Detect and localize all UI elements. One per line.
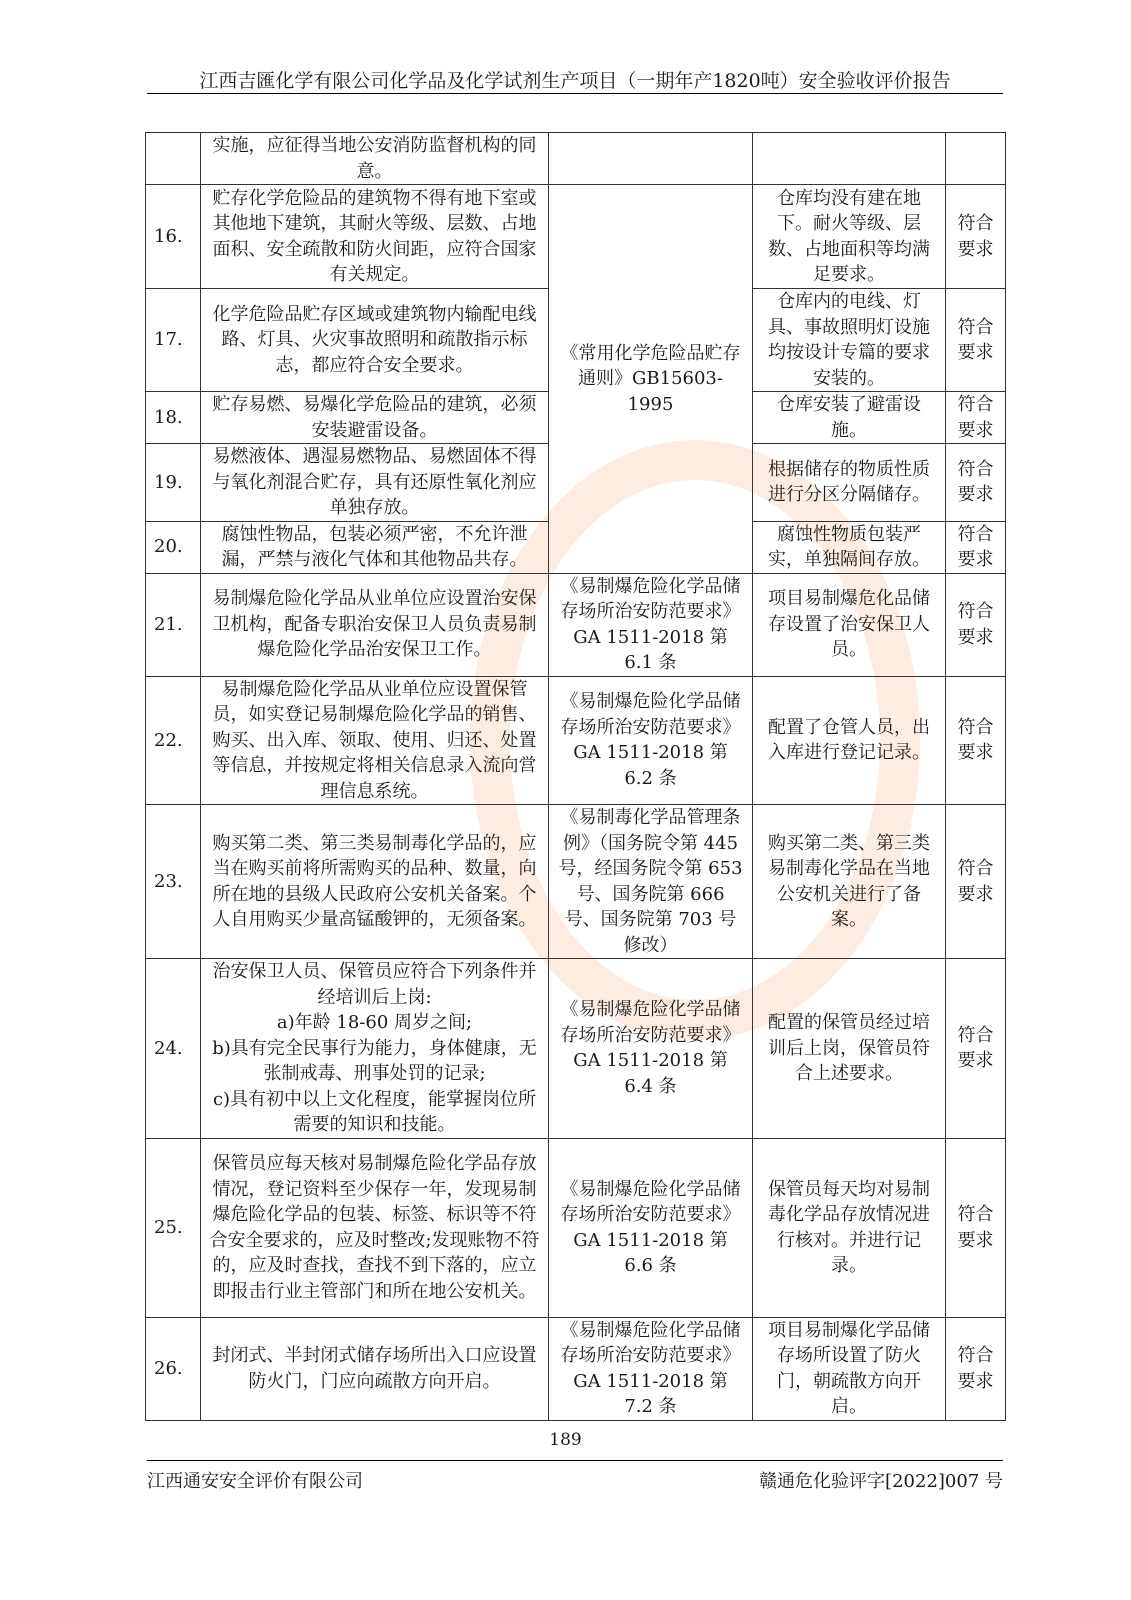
conclusion-cell: 符合要求 [946,289,1006,392]
table-row [146,133,1006,185]
row-number: 22. [146,676,201,805]
requirement-cell: 腐蚀性物品，包装必须严密，不允许泄漏，严禁与液化气体和其他物品共存。 [201,521,549,573]
requirement-line: c)具有初中以上文化程度，能掌握岗位所需要的知识和技能。 [212,1088,537,1135]
requirement-cell: 保管员应每天核对易制爆危险化学品存放情况，登记资料至少保存一年，发现易制爆危险化学品的包装、标签、标识等不符合安全要求的，应及时整改;发现账物不符的，应及时查找，查找不到下落的，应立即报击行业主管部门和所在地公安机关。 [201,1138,549,1317]
requirement-cell: 化学危险品贮存区域或建筑物内输配电线路、灯具、火灾事故照明和疏散指示标志，都应符合安全要求。 [201,289,549,392]
requirement-line: b)具有完全民事行为能力，身体健康，无张制戒毒、刑事处罚的记录; [212,1037,537,1084]
result-cell: 配置的保管员经过培训后上岗，保管员符合上述要求。 [753,959,946,1139]
requirement-cell: 易制爆危险化学品从业单位应设置治安保卫机构，配备专职治安保卫人员负责易制爆危险化学品治安保卫工作。 [201,573,549,676]
result-cell: 项目易制爆化学品储存场所设置了防火门，朝疏散方向开启。 [753,1317,946,1420]
inspection-table [145,132,1006,1421]
row-number: 23. [146,805,201,959]
result-cell [753,133,946,185]
result-cell: 项目易制爆危化品储存设置了治安保卫人员。 [753,573,946,676]
row-number: 20. [146,521,201,573]
result-cell: 保管员每天均对易制毒化学品存放情况进行核对。并进行记录。 [753,1138,946,1317]
requirement-cell: 实施，应征得当地公安消防监督机构的同意。 [201,133,549,185]
row-number: 17. [146,289,201,392]
conclusion-cell: 符合要求 [946,805,1006,959]
conclusion-cell: 符合要求 [946,959,1006,1139]
footer-divider [147,1460,1003,1461]
requirement-line: a)年龄 18-60 周岁之间; [276,1012,473,1033]
result-cell: 腐蚀性物质包装严实，单独隔间存放。 [753,521,946,573]
requirement-cell: 贮存化学危险品的建筑物不得有地下室或其他地下建筑，其耐火等级、层数、占地面积、安全疏散和防火间距，应符合国家有关规定。 [201,185,549,289]
row-number: 19. [146,444,201,522]
conclusion-cell: 符合要求 [946,444,1006,522]
requirement-cell: 贮存易燃、易爆化学危险品的建筑，必须安装避雷设备。 [201,392,549,444]
table-row [146,1138,1006,1317]
result-cell: 根据储存的物质性质进行分区分隔储存。 [753,444,946,522]
requirement-cell [201,959,549,1139]
conclusion-cell: 符合要求 [946,185,1006,289]
table-row [146,959,1006,1139]
conclusion-cell: 符合要求 [946,1138,1006,1317]
footer-company: 江西通安安全评价有限公司 [147,1471,363,1492]
requirement-cell: 易燃液体、遇湿易燃物品、易燃固体不得与氧化剂混合贮存，具有还原性氧化剂应单独存放。 [201,444,549,522]
result-cell: 配置了仓管人员，出入库进行登记记录。 [753,676,946,805]
row-number: 16. [146,185,201,289]
table-row [146,185,1006,289]
table-row [146,805,1006,959]
footer-document-number: 赣通危化验评字[2022]007 号 [759,1471,1003,1492]
header-divider [147,93,1003,94]
row-number: 21. [146,573,201,676]
table-row [146,676,1006,805]
basis-cell: 《易制爆危险化学品储存场所治安防范要求》GA 1511-2018 第 6.1 条 [549,573,753,676]
basis-cell: 《常用化学危险品贮存通则》GB15603-1995 [549,185,753,574]
requirement-line: 治安保卫人员、保管员应符合下列条件并经培训后上岗: [212,961,537,1008]
basis-cell: 《易制爆危险化学品储存场所治安防范要求》GA 1511-2018 第 6.2 条 [549,676,753,805]
conclusion-cell: 符合要求 [946,676,1006,805]
conclusion-cell: 符合要求 [946,1317,1006,1420]
basis-cell [549,133,753,185]
requirement-cell: 封闭式、半封闭式储存场所出入口应设置防火门，门应向疏散方向开启。 [201,1317,549,1420]
conclusion-cell: 符合要求 [946,573,1006,676]
basis-cell: 《易制爆危险化学品储存场所治安防范要求》GA 1511-2018 第 6.4 条 [549,959,753,1139]
conclusion-cell [946,133,1006,185]
conclusion-cell: 符合要求 [946,521,1006,573]
requirement-cell: 易制爆危险化学品从业单位应设置保管员，如实登记易制爆危险化学品的销售、购买、出入库、领取、使用、归还、处置等信息，并按规定将相关信息录入流向営理信息系统。 [201,676,549,805]
result-cell: 仓库安装了避雷设施。 [753,392,946,444]
table-row [146,1317,1006,1420]
row-number [146,133,201,185]
table-row [146,573,1006,676]
row-number: 26. [146,1317,201,1420]
basis-cell: 《易制爆危险化学品储存场所治安防范要求》GA 1511-2018 第 6.6 条 [549,1138,753,1317]
row-number: 25. [146,1138,201,1317]
conclusion-cell: 符合要求 [946,392,1006,444]
page-number: 189 [549,1430,582,1450]
basis-cell: 《易制爆危险化学品储存场所治安防范要求》GA 1511-2018 第 7.2 条 [549,1317,753,1420]
page-header-title: 江西吉匯化学有限公司化学品及化学试剂生产项目（一期年产1820吨）安全验收评价报告 [199,70,951,92]
row-number: 18. [146,392,201,444]
row-number: 24. [146,959,201,1139]
result-cell: 仓库内的电线、灯具、事故照明灯设施均按设计专篇的要求安装的。 [753,289,946,392]
basis-cell: 《易制毒化学品管理条例》（国务院令第 445 号，经国务院令第 653 号、国务院第 666 号、国务院第 703 号修改） [549,805,753,959]
result-cell: 仓库均没有建在地下。耐火等级、层数、占地面积等均满足要求。 [753,185,946,289]
result-cell: 购买第二类、第三类易制毒化学品在当地公安机关进行了备案。 [753,805,946,959]
requirement-cell: 购买第二类、第三类易制毒化学品的，应当在购买前将所需购买的品种、数量，向所在地的县级人民政府公安机关备案。个人自用购买少量高锰酸钾的，无须备案。 [201,805,549,959]
